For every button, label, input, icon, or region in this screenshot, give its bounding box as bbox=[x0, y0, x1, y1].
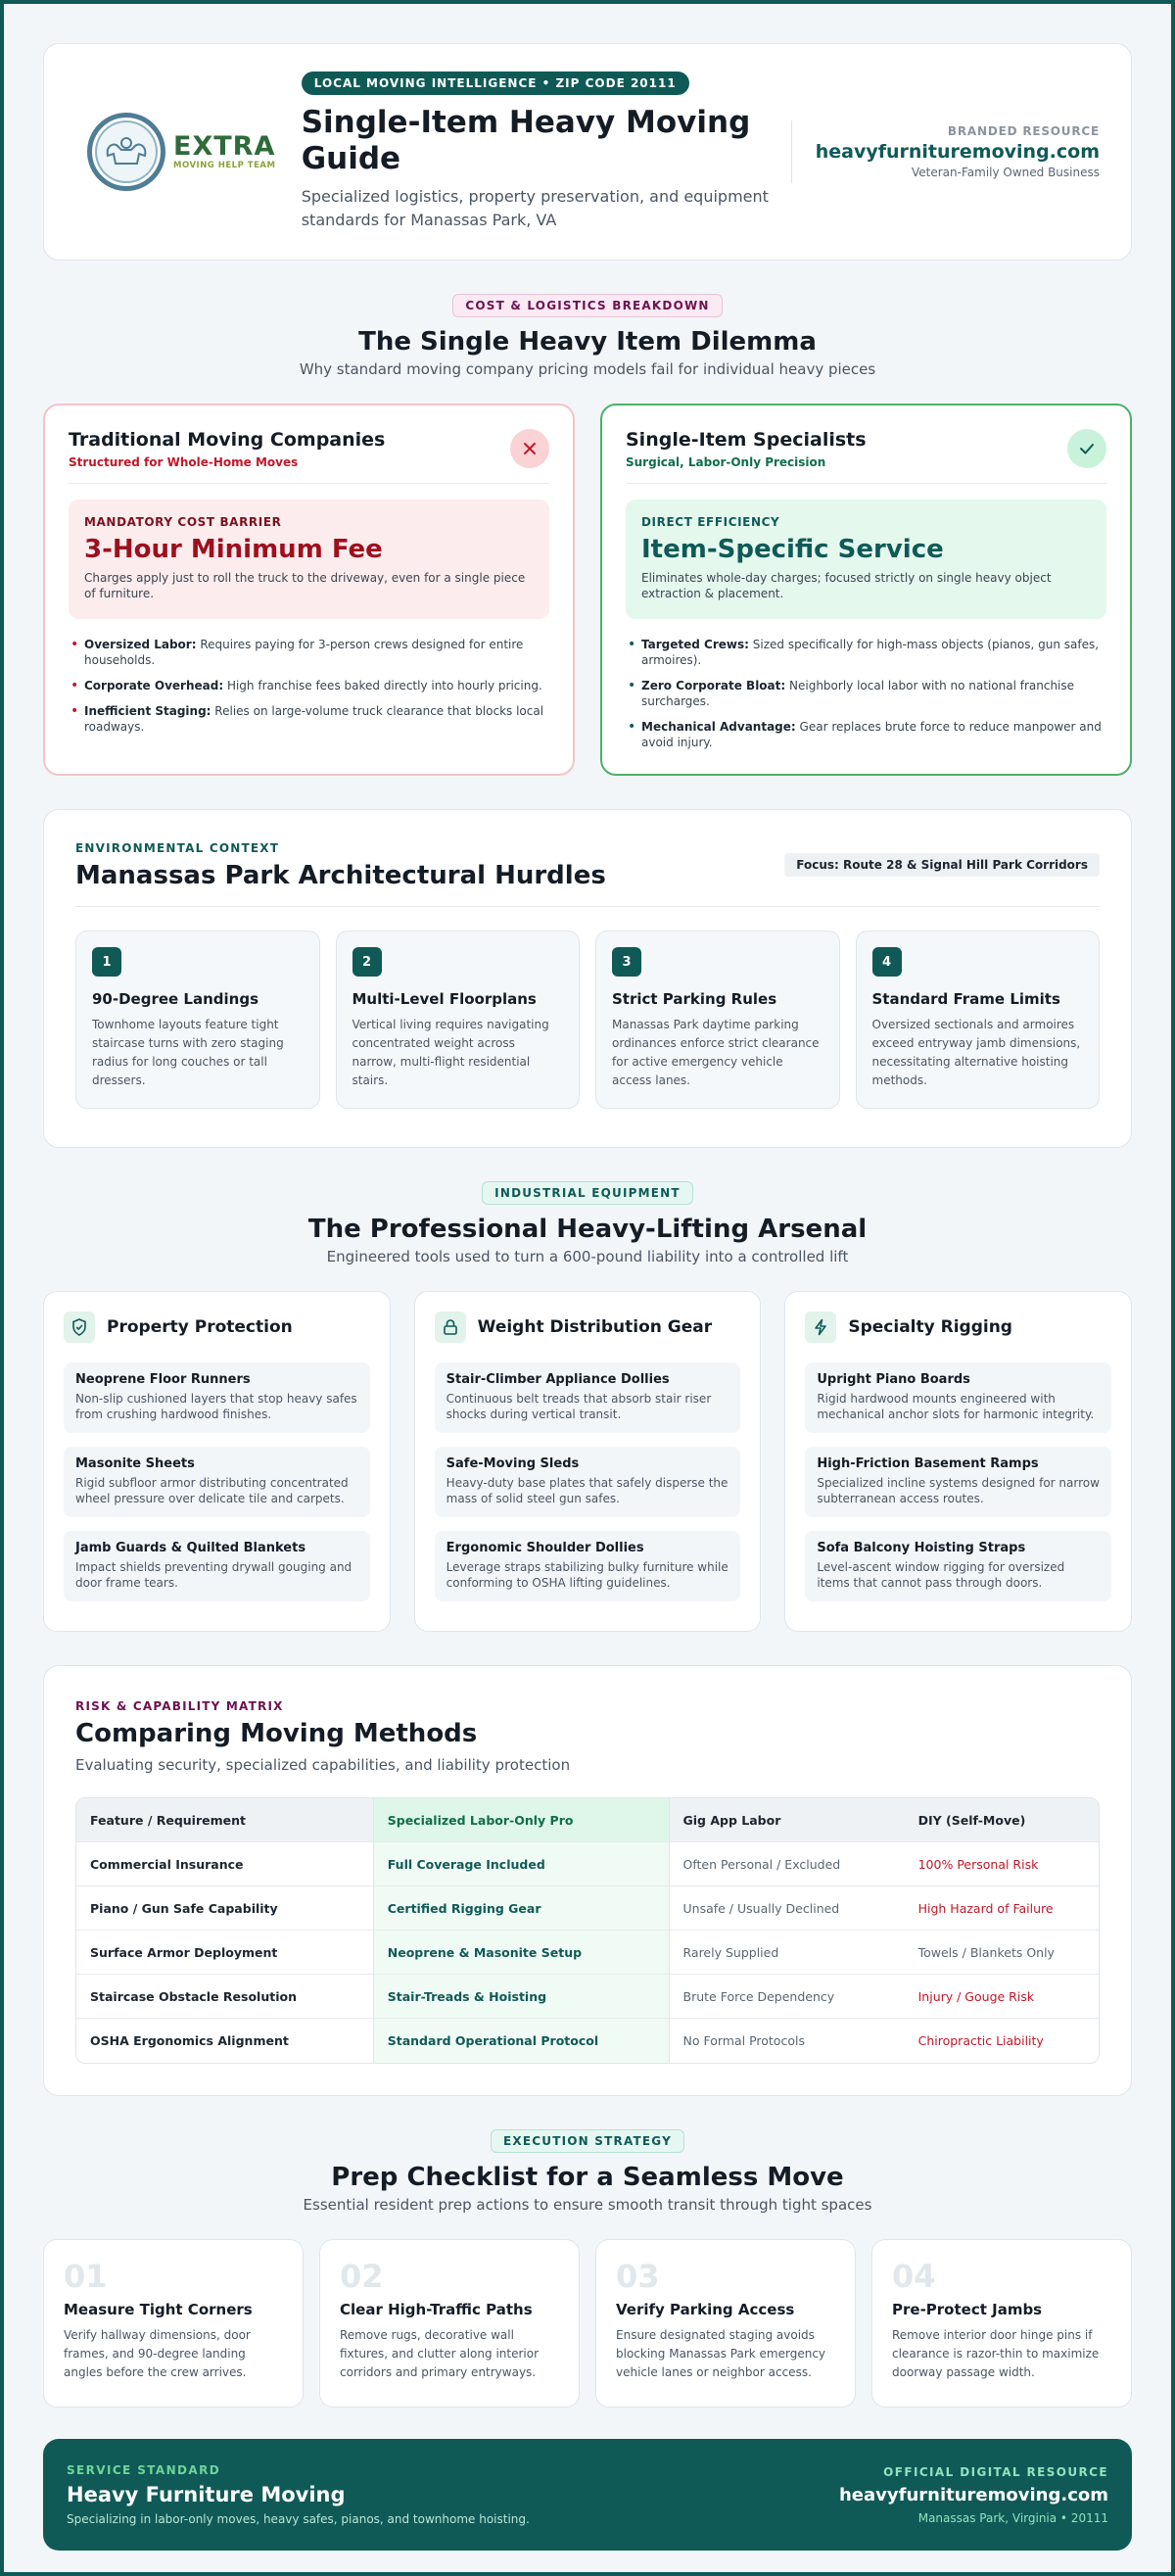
matrix-subtitle: Evaluating security, specialized capabilities, and liability protection bbox=[75, 1756, 571, 1774]
matrix-eyebrow: RISK & CAPABILITY MATRIX bbox=[75, 1699, 284, 1713]
step-number: 3 bbox=[612, 947, 641, 977]
arsenal-header bbox=[43, 1181, 1132, 1265]
column-header: Feature / Requirement bbox=[76, 1798, 373, 1842]
checklist-title: Prep Checklist for a Seamless Move bbox=[331, 2163, 844, 2192]
checklist-grid bbox=[43, 2239, 1132, 2408]
hurdle-card bbox=[336, 930, 581, 1109]
step-number: 04 bbox=[892, 2258, 936, 2295]
traditional-points bbox=[69, 637, 549, 735]
checklist-text: Remove interior door hinge pins if clearance is razor-thin to maximize doorway passage width. bbox=[892, 2328, 1100, 2379]
step-number: 01 bbox=[64, 2258, 108, 2295]
equipment-item: Upright Piano Boards Rigid hardwood mounts engineered with mechanical anchor slots for harmonic integrity. bbox=[805, 1362, 1111, 1433]
matrix-card bbox=[43, 1665, 1132, 2096]
hurdle-title: Multi-Level Floorplans bbox=[352, 990, 537, 1008]
efficiency-label: DIRECT EFFICIENCY bbox=[641, 515, 780, 529]
page-subtitle: Specialized logistics, property preservation, and equipment standards for Manassas Park, VA bbox=[301, 187, 769, 229]
cost-barrier-label: MANDATORY COST BARRIER bbox=[84, 515, 282, 529]
hurdle-text: Oversized sectionals and armoires exceed entryway jamb dimensions, necessitating alternative hoisting methods. bbox=[871, 1018, 1081, 1087]
comparison-table bbox=[75, 1797, 1100, 2064]
hurdle-text: Manassas Park daytime parking ordinances enforce strict clearance for active emergency vehicle access lanes. bbox=[612, 1018, 820, 1087]
lightning-icon bbox=[805, 1312, 836, 1343]
footer-resource-label: OFFICIAL DIGITAL RESOURCE bbox=[883, 2464, 1108, 2479]
equipment-item: Jamb Guards & Quilted Blankets Impact shields preventing drywall gouging and door frame tears. bbox=[64, 1531, 370, 1601]
hurdle-title: Strict Parking Rules bbox=[612, 990, 777, 1008]
hurdles-eyebrow: ENVIRONMENTAL CONTEXT bbox=[75, 841, 280, 855]
matrix-title: Comparing Moving Methods bbox=[75, 1719, 478, 1748]
equipment-item: Neoprene Floor Runners Non-slip cushioned layers that stop heavy safes from crushing hardwood finishes. bbox=[64, 1362, 370, 1433]
checklist-header bbox=[43, 2129, 1132, 2214]
efficiency-value: Item-Specific Service bbox=[641, 535, 944, 564]
traditional-subtitle: Structured for Whole-Home Moves bbox=[69, 455, 299, 469]
specialists-points bbox=[626, 637, 1106, 750]
table-row: OSHA Ergonomics Alignment Standard Operational Protocol No Formal Protocols Chiropractic Liability bbox=[76, 2019, 1099, 2063]
shield-check-icon bbox=[64, 1312, 95, 1343]
footer-eyebrow: SERVICE STANDARD bbox=[67, 2463, 221, 2477]
dilemma-subtitle: Why standard moving company pricing models fail for individual heavy pieces bbox=[299, 360, 876, 378]
dilemma-tag: COST & LOGISTICS BREAKDOWN bbox=[452, 294, 722, 317]
branded-resource-note: Veteran-Family Owned Business bbox=[912, 166, 1100, 179]
checklist-title: Measure Tight Corners bbox=[64, 2301, 253, 2318]
equipment-card bbox=[43, 1291, 391, 1632]
dilemma-header bbox=[43, 294, 1132, 378]
hurdles-card bbox=[43, 809, 1132, 1148]
equipment-item: High-Friction Basement Ramps Specialized incline systems designed for narrow subterranean access routes. bbox=[805, 1447, 1111, 1517]
step-number: 02 bbox=[340, 2258, 384, 2295]
hurdle-text: Vertical living requires navigating concentrated weight across narrow, multi-flight residential stairs. bbox=[352, 1018, 549, 1087]
arsenal-subtitle: Engineered tools used to turn a 600-pound liability into a controlled lift bbox=[326, 1248, 849, 1265]
footer-banner bbox=[43, 2439, 1132, 2551]
logo-tagline: MOVING HELP TEAM bbox=[173, 161, 276, 170]
list-item: • Oversized Labor: Requires paying for 3-person crews designed for entire households. bbox=[69, 637, 549, 668]
table-row: Commercial Insurance Full Coverage Included Often Personal / Excluded 100% Personal Risk bbox=[76, 1842, 1099, 1886]
close-icon bbox=[510, 429, 549, 468]
logo-emblem-icon bbox=[87, 113, 165, 191]
branded-resource-label: BRANDED RESOURCE bbox=[947, 124, 1100, 138]
hero-card bbox=[43, 43, 1132, 261]
traditional-title: Traditional Moving Companies bbox=[69, 429, 386, 451]
column-header: DIY (Self-Move) bbox=[905, 1798, 1099, 1842]
footer-url-link[interactable]: heavyfurnituremoving.com bbox=[838, 2484, 1108, 2505]
specialists-card bbox=[600, 404, 1132, 776]
table-row: Staircase Obstacle Resolution Stair-Treads & Hoisting Brute Force Dependency Injury / Gouge Risk bbox=[76, 1975, 1099, 2019]
table-row: Surface Armor Deployment Neoprene & Masonite Setup Rarely Supplied Towels / Blankets Only bbox=[76, 1931, 1099, 1975]
checklist-card bbox=[43, 2239, 304, 2408]
footer-location: Manassas Park, Virginia • 20111 bbox=[917, 2510, 1108, 2525]
efficiency-box bbox=[626, 500, 1106, 619]
arsenal-tag: INDUSTRIAL EQUIPMENT bbox=[482, 1181, 693, 1205]
specialists-subtitle: Surgical, Labor-Only Precision bbox=[626, 455, 826, 469]
dilemma-title: The Single Heavy Item Dilemma bbox=[358, 327, 817, 357]
equipment-item: Sofa Balcony Hoisting Straps Level-ascent window rigging for oversized items that cannot pass through doors. bbox=[805, 1531, 1111, 1601]
table-row: Piano / Gun Safe Capability Certified Rigging Gear Unsafe / Usually Declined High Hazard of Failure bbox=[76, 1886, 1099, 1931]
efficiency-text: Eliminates whole-day charges; focused strictly on single heavy object extraction & placement. bbox=[641, 571, 1052, 600]
branded-resource-url[interactable]: heavyfurnituremoving.com bbox=[815, 141, 1100, 163]
equipment-item: Stair-Climber Appliance Dollies Continuous belt treads that absorb stair riser shocks during vertical transit. bbox=[435, 1362, 741, 1433]
step-number: 03 bbox=[616, 2258, 660, 2295]
equipment-group-title: Property Protection bbox=[107, 1317, 293, 1337]
traditional-card bbox=[43, 404, 575, 776]
checklist-tag: EXECUTION STRATEGY bbox=[491, 2129, 684, 2153]
equipment-group-title: Specialty Rigging bbox=[848, 1317, 1012, 1337]
equipment-item: Masonite Sheets Rigid subfloor armor distributing concentrated wheel pressure over delicate tile and carpets. bbox=[64, 1447, 370, 1517]
footer-text: Specializing in labor-only moves, heavy safes, pianos, and townhome hoisting. bbox=[67, 2512, 530, 2526]
checklist-text: Ensure designated staging avoids blocking Manassas Park emergency vehicle lanes or neighbor access. bbox=[616, 2328, 826, 2379]
checklist-title: Pre-Protect Jambs bbox=[892, 2301, 1043, 2318]
list-item: • Targeted Crews: Sized specifically for high-mass objects (pianos, gun safes, armoires). bbox=[626, 637, 1106, 668]
branded-resource bbox=[791, 120, 1100, 183]
hurdle-text: Townhome layouts feature tight staircase turns with zero staging radius for long couches or tall dressers. bbox=[92, 1018, 284, 1087]
check-icon bbox=[1067, 429, 1106, 468]
checklist-text: Remove rugs, decorative wall fixtures, and clutter along interior corridors and primary entryways. bbox=[340, 2328, 540, 2379]
step-number: 4 bbox=[872, 947, 902, 977]
cost-barrier-box bbox=[69, 500, 549, 619]
lock-icon bbox=[435, 1312, 466, 1343]
equipment-group-title: Weight Distribution Gear bbox=[477, 1317, 713, 1337]
column-header: Gig App Labor bbox=[670, 1798, 905, 1842]
hurdle-card bbox=[595, 930, 840, 1109]
footer-title: Heavy Furniture Moving bbox=[67, 2483, 346, 2506]
logo-wordmark: EXTRA bbox=[173, 131, 276, 162]
page-title: Single-Item Heavy Moving Guide bbox=[301, 105, 751, 176]
arsenal-grid bbox=[43, 1291, 1132, 1632]
step-number: 1 bbox=[92, 947, 121, 977]
specialists-title: Single-Item Specialists bbox=[626, 429, 867, 451]
table-header-row bbox=[76, 1798, 1099, 1842]
checklist-card bbox=[595, 2239, 856, 2408]
equipment-item: Safe-Moving Sleds Heavy-duty base plates that safely disperse the mass of solid steel gun safes. bbox=[435, 1447, 741, 1517]
checklist-card bbox=[871, 2239, 1132, 2408]
checklist-title: Clear High-Traffic Paths bbox=[340, 2301, 533, 2318]
logo bbox=[87, 113, 284, 191]
list-item: • Inefficient Staging: Relies on large-volume truck clearance that blocks local roadways. bbox=[69, 703, 549, 735]
hurdle-title: Standard Frame Limits bbox=[871, 990, 1060, 1008]
list-item: • Corporate Overhead: High franchise fees baked directly into hourly pricing. bbox=[69, 678, 549, 693]
hurdles-title: Manassas Park Architectural Hurdles bbox=[75, 861, 606, 890]
dilemma-comparison bbox=[43, 404, 1132, 776]
cost-barrier-text: Charges apply just to roll the truck to the driveway, even for a single piece of furniture. bbox=[84, 571, 526, 600]
list-item: • Zero Corporate Bloat: Neighborly local labor with no national franchise surcharges. bbox=[626, 678, 1106, 709]
step-number: 2 bbox=[352, 947, 382, 977]
hurdle-title: 90-Degree Landings bbox=[92, 990, 259, 1008]
column-header: Specialized Labor-Only Pro bbox=[373, 1798, 670, 1842]
checklist-card bbox=[319, 2239, 580, 2408]
equipment-card bbox=[414, 1291, 762, 1632]
focus-badge: Focus: Route 28 & Signal Hill Park Corridors bbox=[784, 853, 1100, 877]
checklist-title: Verify Parking Access bbox=[616, 2301, 795, 2318]
list-item: • Mechanical Advantage: Gear replaces brute force to reduce manpower and avoid injury. bbox=[626, 719, 1106, 750]
cost-barrier-value: 3-Hour Minimum Fee bbox=[84, 535, 383, 564]
checklist-text: Verify hallway dimensions, door frames, and 90-degree landing angles before the crew arrives. bbox=[64, 2328, 251, 2379]
hurdle-card bbox=[856, 930, 1101, 1109]
checklist-subtitle: Essential resident prep actions to ensure smooth transit through tight spaces bbox=[303, 2196, 872, 2214]
equipment-card bbox=[784, 1291, 1132, 1632]
hurdle-card bbox=[75, 930, 320, 1109]
hero-tag: LOCAL MOVING INTELLIGENCE • ZIP CODE 20111 bbox=[302, 72, 689, 95]
arsenal-title: The Professional Heavy-Lifting Arsenal bbox=[307, 1215, 868, 1244]
equipment-item: Ergonomic Shoulder Dollies Leverage straps stabilizing bulky furniture while conforming to OSHA lifting guidelines. bbox=[435, 1531, 741, 1601]
